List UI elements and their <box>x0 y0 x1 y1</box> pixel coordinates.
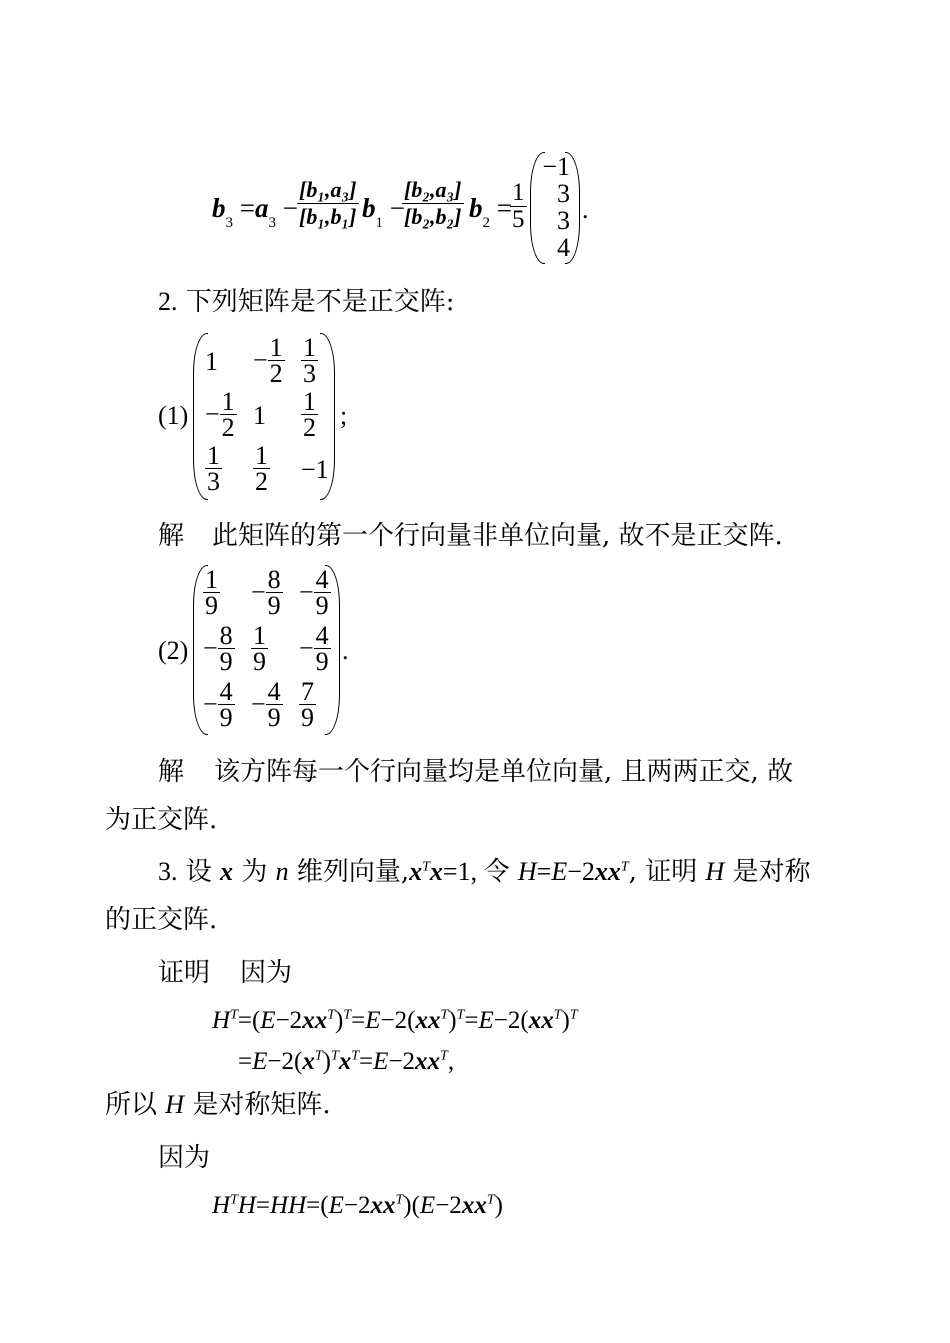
matrix-cell <box>251 679 283 730</box>
cell-sign: − <box>299 577 314 607</box>
cell-denominator: 2 <box>221 413 235 442</box>
formula-b3-part3 <box>469 193 512 231</box>
cell-numerator: 1 <box>253 621 266 650</box>
var-x: xx <box>528 1007 554 1034</box>
minus-sign: − <box>282 193 298 223</box>
transpose-mark: T <box>422 859 430 875</box>
transpose-mark: T <box>330 1048 339 1064</box>
operator: −2( <box>380 1007 416 1034</box>
cell-numerator: 4 <box>219 677 233 706</box>
vector-entry: 3 <box>557 179 570 208</box>
cell-numerator: 1 <box>221 387 235 416</box>
b1-subscript: 1 <box>375 215 383 231</box>
cell-numerator: 8 <box>219 621 233 650</box>
matrix-cell: 1 <box>253 401 266 430</box>
fraction-2 <box>402 177 464 230</box>
b1-symbol: b <box>362 193 376 223</box>
matrix-cell <box>301 389 318 440</box>
equation-1 <box>212 1006 578 1036</box>
matrix-var: E <box>365 1007 381 1034</box>
operator: −2 <box>343 1192 371 1219</box>
operator: −2( <box>267 1048 303 1075</box>
operator: = <box>238 1048 253 1075</box>
cell-fraction <box>251 623 268 674</box>
cell-numerator: 4 <box>315 565 329 594</box>
matrix-cell: −1 <box>301 455 329 484</box>
transpose-mark: T <box>440 1007 449 1023</box>
cell-fraction <box>218 679 235 730</box>
cell-sign: − <box>203 689 218 719</box>
matrix-1-end: ; <box>340 401 348 430</box>
cell-fraction <box>218 623 235 674</box>
transpose-mark: T <box>343 1007 352 1023</box>
transpose-mark: T <box>620 859 629 875</box>
matrix-2 <box>193 565 340 735</box>
cell-denominator: 9 <box>219 647 233 676</box>
var-x: xx <box>415 1007 441 1034</box>
question-2 <box>158 287 455 317</box>
cell-fraction <box>266 679 283 730</box>
cell-denominator: 9 <box>267 703 281 732</box>
cell-fraction <box>253 443 270 494</box>
var-x: xx <box>370 1192 396 1219</box>
transpose-mark: T <box>314 1048 323 1064</box>
matrix-var: H <box>212 1007 231 1034</box>
cell-denominator: 9 <box>301 703 314 732</box>
operator: −2 <box>388 1048 416 1075</box>
cell-fraction <box>268 335 285 386</box>
var-H: H <box>705 857 725 886</box>
matrix-cell <box>251 567 283 618</box>
solution-2-line-1 <box>158 757 793 787</box>
cell-numerator: 1 <box>303 387 316 416</box>
proof-header <box>158 958 292 988</box>
var-x: x <box>338 1048 352 1075</box>
coefficient-fraction <box>510 180 527 233</box>
operator: −2 <box>275 1007 303 1034</box>
cell-fraction <box>205 443 222 494</box>
cell-numerator: 1 <box>207 441 220 470</box>
transpose-mark: T <box>230 1192 238 1208</box>
operator: ) <box>494 1192 503 1219</box>
cell-numerator: 1 <box>269 333 283 362</box>
fraction-1-denominator: [b₁,b₁] <box>299 204 357 229</box>
question-text: =1, 令 <box>442 857 510 886</box>
var-x: x <box>409 857 423 886</box>
cell-denominator: 2 <box>255 467 268 496</box>
cell-sign: − <box>251 577 266 607</box>
transpose-mark: T <box>327 1007 335 1023</box>
cell-sign: − <box>253 345 268 375</box>
cell-numerator: 1 <box>303 333 316 362</box>
conclusion-1 <box>105 1090 331 1120</box>
operator: −2( <box>493 1007 529 1034</box>
cell-fraction <box>314 623 331 674</box>
question-3-line-1 <box>158 857 811 887</box>
equals-sign-2: = <box>496 193 512 223</box>
matrix-var: E <box>260 1007 276 1034</box>
matrix-var: E <box>373 1048 389 1075</box>
cell-denominator: 3 <box>207 467 220 496</box>
formula-b3 <box>212 193 298 231</box>
cell-sign: − <box>203 633 218 663</box>
proof-because: 因为 <box>240 958 293 988</box>
operator: = <box>351 1007 366 1034</box>
matrix-cell <box>299 567 331 618</box>
minus-sign-2: − <box>389 193 405 223</box>
cell-denominator: 9 <box>253 647 266 676</box>
cell-numerator: 4 <box>315 621 329 650</box>
cell-denominator: 9 <box>219 703 233 732</box>
matrix-cell <box>253 335 285 386</box>
var-x: x <box>302 1048 315 1075</box>
fraction-1-numerator: [b₁,a₃] <box>299 177 357 202</box>
solution-label: 解 <box>158 757 185 787</box>
result-vector <box>530 152 580 264</box>
var-n: n <box>275 857 289 886</box>
var-xx: xx <box>594 857 621 886</box>
cell-denominator: 3 <box>303 359 316 388</box>
cell-fraction <box>301 389 318 440</box>
a3-symbol: a <box>254 193 269 223</box>
question-3-line-2: 的正交阵. <box>105 905 218 935</box>
operator: = <box>359 1048 374 1075</box>
solution-2-line-2: 为正交阵. <box>105 805 218 835</box>
equation-2 <box>238 1047 454 1077</box>
cell-fraction <box>220 389 237 440</box>
cell-denominator: 9 <box>315 591 329 620</box>
matrix-cell <box>253 443 270 494</box>
solution-1 <box>158 521 783 551</box>
vector-entry: 4 <box>557 233 570 262</box>
equals-sign: = <box>239 193 255 223</box>
cell-sign: − <box>205 399 220 429</box>
operator: ) <box>334 1007 344 1034</box>
b3-symbol: b <box>212 193 226 223</box>
b2-symbol: b <box>469 193 483 223</box>
coefficient-denominator: 5 <box>512 206 525 233</box>
var-x: x <box>220 857 234 886</box>
vector-entry: 3 <box>557 206 570 235</box>
operator: ) <box>322 1048 331 1075</box>
b2-subscript: 2 <box>482 215 490 231</box>
matrix-var: E <box>478 1007 494 1034</box>
matrix-var: HH <box>270 1192 307 1219</box>
matrix-var: H <box>237 1192 256 1219</box>
solution-text: 此矩阵的第一个行向量非单位向量, 故不是正交阵. <box>212 521 783 551</box>
coefficient-numerator: 1 <box>512 179 525 206</box>
cell-numerator: 7 <box>301 677 314 706</box>
solution-text: 该方阵每一个行向量均是单位向量, 且两两正交, 故 <box>214 757 794 787</box>
cell-numerator: 4 <box>267 677 281 706</box>
matrix-cell: 1 <box>205 347 218 376</box>
conclusion-text: 是对称矩阵. <box>192 1090 331 1120</box>
fraction-2-denominator: [b₂,b₂] <box>404 204 462 229</box>
fraction-1 <box>297 177 359 230</box>
operator: = <box>255 1192 271 1219</box>
transpose-mark: T <box>351 1048 360 1064</box>
transpose-mark: T <box>440 1048 448 1064</box>
transpose-mark: T <box>553 1007 562 1023</box>
cell-denominator: 9 <box>205 591 218 620</box>
matrix-cell <box>301 335 318 386</box>
cell-fraction <box>266 567 283 618</box>
question-number: 3. <box>158 857 178 886</box>
var-x: xx <box>302 1007 328 1034</box>
question-text: 维列向量, <box>296 857 410 887</box>
operator: =( <box>237 1007 261 1034</box>
minus-two: −2 <box>567 857 595 886</box>
cell-denominator: 9 <box>315 647 329 676</box>
transpose-mark: T <box>486 1192 495 1208</box>
operator: )( <box>403 1192 420 1219</box>
solution-label: 解 <box>158 521 185 551</box>
cell-numerator: 1 <box>255 441 268 470</box>
question-text: , 证明 <box>628 857 698 887</box>
question-text: 设 <box>185 857 212 887</box>
matrix-var: E <box>252 1048 268 1075</box>
operator: = <box>464 1007 479 1034</box>
transpose-mark: T <box>230 1007 238 1023</box>
var-x: xx <box>415 1048 441 1075</box>
matrix-var: E <box>328 1192 344 1219</box>
operator: ) <box>561 1007 570 1034</box>
operator: =( <box>306 1192 329 1219</box>
conclusion-text: 所以 <box>105 1090 158 1120</box>
question-number: 2. <box>158 287 178 316</box>
var-H: H <box>517 857 537 886</box>
cell-fraction <box>301 335 318 386</box>
matrix-var: H <box>212 1192 231 1219</box>
matrix-2-label: (2) <box>158 636 189 665</box>
matrix-var: E <box>419 1192 436 1219</box>
proof-label: 证明 <box>158 958 211 988</box>
cell-denominator: 9 <box>267 591 281 620</box>
matrix-cell <box>205 443 222 494</box>
vector-entry: −1 <box>542 152 570 181</box>
transpose-mark: T <box>395 1192 404 1208</box>
matrix-cell <box>203 679 235 730</box>
because-2: 因为 <box>158 1143 211 1173</box>
var-H: H <box>165 1090 185 1119</box>
b3-subscript: 3 <box>225 215 233 231</box>
cell-numerator: 1 <box>205 565 218 594</box>
equals-sign: = <box>536 857 552 886</box>
cell-sign: − <box>299 633 314 663</box>
formula-end-period: . <box>582 195 589 224</box>
operator: −2 <box>435 1192 462 1219</box>
cell-sign: − <box>251 689 266 719</box>
var-E: E <box>551 857 568 886</box>
equation-3 <box>212 1191 503 1221</box>
question-text: 下列矩阵是不是正交阵: <box>185 287 455 317</box>
cell-fraction <box>299 679 316 730</box>
a3-subscript: 3 <box>268 215 276 231</box>
matrix-cell <box>299 623 331 674</box>
cell-denominator: 2 <box>269 359 283 388</box>
matrix-1-label: (1) <box>158 401 189 430</box>
matrix-2-end: . <box>342 636 349 665</box>
question-text: 是对称 <box>732 857 811 887</box>
transpose-mark: T <box>456 1007 465 1023</box>
matrix-cell <box>203 623 235 674</box>
operator: ) <box>448 1007 457 1034</box>
var-x: x <box>429 857 443 886</box>
cell-numerator: 8 <box>267 565 281 594</box>
cell-fraction <box>314 567 331 618</box>
matrix-cell <box>251 623 268 674</box>
transpose-mark: T <box>569 1007 578 1023</box>
cell-denominator: 2 <box>303 413 316 442</box>
fraction-2-numerator: [b₂,a₃] <box>404 177 462 202</box>
question-text: 为 <box>241 857 268 887</box>
cell-fraction <box>203 567 220 618</box>
matrix-cell <box>205 389 237 440</box>
matrix-cell <box>299 679 316 730</box>
operator: , <box>447 1048 455 1075</box>
formula-b3-part2 <box>362 193 405 231</box>
var-x: xx <box>461 1192 487 1219</box>
matrix-1 <box>193 333 335 500</box>
matrix-cell <box>203 567 220 618</box>
